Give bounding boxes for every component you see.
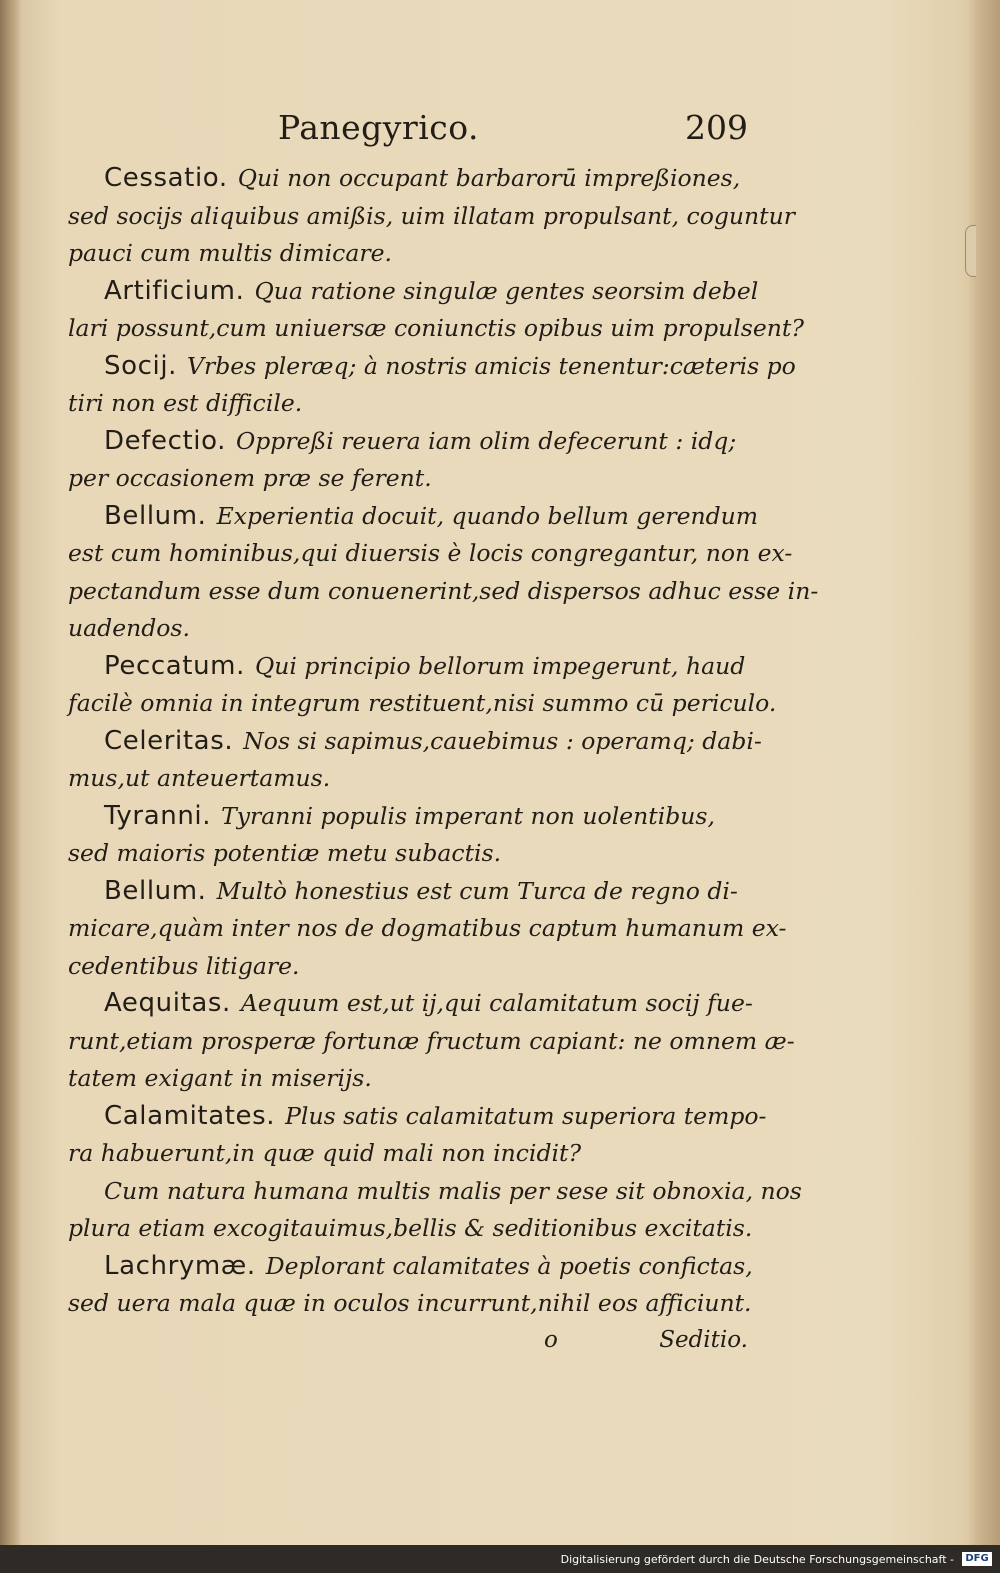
text-line <box>68 573 819 611</box>
entry <box>68 273 804 348</box>
entry-text: est cum hominibus,qui diuersis è locis congregantur, non ex- <box>68 539 793 567</box>
entry-text: Qua ratione singulæ gentes seorsim debel <box>254 276 759 305</box>
text-line <box>68 1248 758 1286</box>
entry-keyword: Tyranni. <box>104 800 212 831</box>
entry <box>68 873 787 986</box>
entry-text: Cum natura humana multis malis per sese sit obnoxia, nos <box>104 1176 802 1205</box>
text-line <box>68 1023 795 1061</box>
text-line <box>68 310 804 348</box>
page-footer <box>68 1327 758 1353</box>
entry <box>68 160 795 273</box>
text-line <box>68 798 758 836</box>
entry-text: sed socijs aliquibus amißis, uim illatam propulsant, coguntur <box>68 201 795 230</box>
entry-text: Qui non occupant barbarorū impreßiones, <box>237 164 741 192</box>
entry-text: Deplorant calamitates à poetis confictas, <box>265 1251 753 1280</box>
text-line <box>68 1285 758 1323</box>
entry <box>68 423 758 498</box>
entry-keyword: Cessatio. <box>104 163 228 193</box>
signature-mark: o <box>544 1326 558 1353</box>
entry-text: cedentibus litigare. <box>68 951 300 980</box>
entry <box>68 1098 767 1173</box>
text-line <box>68 723 762 761</box>
entry-text: tiri non est difficile. <box>68 389 303 417</box>
text-line <box>68 873 758 911</box>
text-line <box>68 1098 767 1136</box>
entry-keyword: Socij. <box>104 350 178 381</box>
entry-keyword: Peccatum. <box>104 650 245 681</box>
text-line <box>68 273 758 311</box>
digitization-note: Digitalisierung gefördert durch die Deutsche Forschungsgemeinschaft - <box>560 1553 954 1566</box>
text-line <box>68 160 758 198</box>
entry-text: lari possunt,cum uniuersæ coniunctis opibus uim propulsent? <box>68 314 804 342</box>
text-line <box>68 910 787 948</box>
entry-text: sed maioris potentiæ metu subactis. <box>68 839 502 867</box>
entry-text: micare,quàm inter nos de dogmatibus captum humanum ex- <box>68 914 787 942</box>
dfg-logo: DFG <box>962 1552 992 1566</box>
text-line <box>68 235 758 273</box>
entry-keyword: Lachrymæ. <box>104 1250 256 1281</box>
running-head: Panegyrico. <box>278 108 480 147</box>
entry-text: Multò honestius est cum Turca de regno di- <box>216 876 738 905</box>
text-line <box>68 948 758 986</box>
text-line <box>68 610 758 648</box>
entry <box>68 723 762 798</box>
entry-keyword: Artificium. <box>104 275 245 306</box>
text-line <box>104 1173 802 1211</box>
page-tab-marker <box>965 225 976 277</box>
entry-text: Nos si sapimus,cauebimus : operamq; dabi- <box>243 726 762 755</box>
entry-keyword: Bellum. <box>104 875 207 906</box>
entry <box>68 1248 758 1323</box>
text-line <box>68 535 793 573</box>
page-number: 209 <box>685 108 748 147</box>
entry-text: ra habuerunt,in quæ quid mali non incidit? <box>68 1139 582 1167</box>
text-line <box>68 348 796 386</box>
entry-keyword: Defectio. <box>104 425 226 456</box>
entry <box>68 498 819 648</box>
catchword: Seditio. <box>659 1326 748 1353</box>
text-line <box>68 1210 758 1248</box>
entry <box>68 798 758 873</box>
text-line <box>68 648 758 686</box>
entry-text: tatem exigant in miserijs. <box>68 1064 372 1092</box>
text-line <box>68 198 795 236</box>
text-line <box>68 835 758 873</box>
entry-text: Qui principio bellorum impegerunt, haud <box>254 651 746 680</box>
entry-text: Vrbes pleræq; à nostris amicis tenentur:cæteris po <box>187 351 796 380</box>
entry-text: facilè omnia in integrum restituent,nisi summo cū periculo. <box>68 689 777 717</box>
text-block <box>68 108 819 1353</box>
entry-text: per occasionem præ se ferent. <box>68 464 432 492</box>
text-line <box>68 423 758 461</box>
text-line <box>68 685 777 723</box>
entry-text: Aequum est,ut ij,qui calamitatum socij fue- <box>240 989 753 1017</box>
entry-text: runt,etiam prosperæ fortunæ fructum capiant: ne omnem æ- <box>68 1026 795 1055</box>
entry-text: pectandum esse dum conuenerint,sed dispersos adhuc esse in- <box>68 576 819 605</box>
entry-keyword: Celeritas. <box>104 725 234 756</box>
entry-text: uadendos. <box>68 614 190 642</box>
text-line <box>68 498 758 536</box>
entry <box>68 985 795 1098</box>
page-header <box>278 108 758 160</box>
entry-text: Plus satis calamitatum superiora tempo- <box>285 1101 767 1130</box>
entry <box>68 648 777 723</box>
entry-text: Experientia docuit, quando bellum gerendum <box>216 501 759 530</box>
text-line <box>68 1135 758 1173</box>
entry-keyword: Calamitates. <box>104 1100 276 1131</box>
text-line <box>68 385 758 423</box>
text-line <box>68 985 758 1023</box>
entries-list <box>68 160 819 1323</box>
entry-keyword: Bellum. <box>104 500 207 531</box>
entry <box>68 348 796 423</box>
text-line <box>68 1060 758 1098</box>
entry-text: mus,ut anteuertamus. <box>68 764 331 792</box>
entry-text: Tyranni populis imperant non uolentibus, <box>221 801 715 830</box>
entry-text: pauci cum multis dimicare. <box>68 239 392 267</box>
binding-gutter <box>0 0 22 1573</box>
entry-keyword: Aequitas. <box>104 988 231 1018</box>
text-line <box>68 460 758 498</box>
text-line <box>68 760 758 798</box>
entry-text: sed uera mala quæ in oculos incurrunt,nihil eos afficiunt. <box>68 1289 752 1317</box>
entry <box>68 1173 802 1248</box>
entry-text: plura etiam excogitauimus,bellis & seditionibus excitatis. <box>68 1214 753 1242</box>
entry-text: Oppreßi reuera iam olim defecerunt : idq; <box>236 426 737 455</box>
